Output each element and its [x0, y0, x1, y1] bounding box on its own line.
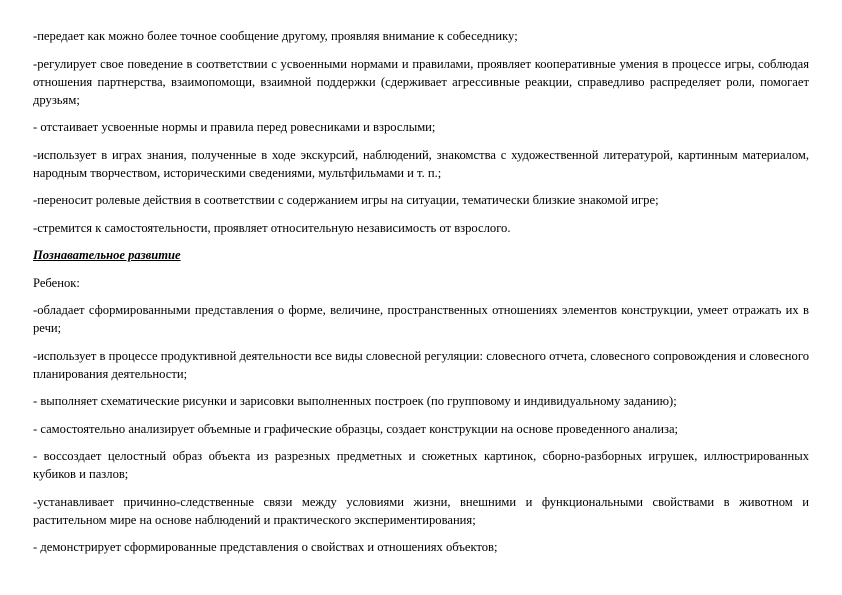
- paragraph-properties-relations: - демонстрирует сформированные представления о свойствах и отношениях объектов;: [33, 540, 498, 554]
- paragraph-child-label: Ребенок:: [33, 275, 80, 290]
- paragraph-analysis-of-samples: - самостоятельно анализирует объемные и графические образцы, создает конструкции на основе проведенного анализа;: [33, 421, 679, 436]
- paragraph-independence: -стремится к самостоятельности, проявляет относительную независимость от взрослого.: [33, 220, 511, 235]
- paragraph-role-actions: -переносит ролевые действия в соответствии с содержанием игры на ситуации, тематически близкие знакомой игре;: [33, 193, 659, 207]
- paragraph-shape-representations: -обладает сформированными представления о форме, величине, пространственных отношениях элементов конструкции, умеет отражать их в речи;: [33, 303, 809, 335]
- paragraph-norms: - отстаивает усвоенные нормы и правила перед ровесниками и взрослыми;: [33, 120, 436, 134]
- paragraph-schematic-drawings: - выполняет схематические рисунки и зарисовки выполненных построек (по групповому и индивидуальному заданию);: [33, 394, 677, 408]
- paragraph-holistic-image: - воссоздает целостный образ объекта из разрезных предметных и сюжетных картинок, сборно-разборных игрушек, иллюстрированных кубиков и пазлов;: [33, 449, 809, 481]
- paragraph-verbal-regulation: -использует в процессе продуктивной деятельности все виды словесной регуляции: словесного отчета, словесного сопровождения и словесного планирования деятельности;: [33, 348, 809, 381]
- paragraph-cause-effect: -устанавливает причинно-следственные связи между условиями жизни, внешними и функциональными свойствами в животном и растительном мире на основе наблюдений и практического экспериментирования;: [33, 494, 809, 527]
- paragraph-behavior-regulation: -регулирует свое поведение в соответствии с усвоенными нормами и правилами, проявляет кооперативные умения в процессе игры, соблюдая отношения партнерства, взаимопомощи, взаимной поддержки (сдерживает агрессивные реакции, справедливо распределяет роли, помогает друзьям;: [33, 56, 809, 107]
- paragraph-communication: -передает как можно более точное сообщение другому, проявляя внимание к собеседнику;: [33, 29, 518, 43]
- document-page: [33, 27, 809, 566]
- section-heading-cognitive-development: Познавательное развитие: [33, 248, 181, 262]
- paragraph-knowledge-in-games: -использует в играх знания, полученные в ходе экскурсий, наблюдений, знакомства с художественной литературой, картинным материалом, народным творчеством, историческими сведениями, мультфильмами и т. п.;: [33, 147, 809, 180]
